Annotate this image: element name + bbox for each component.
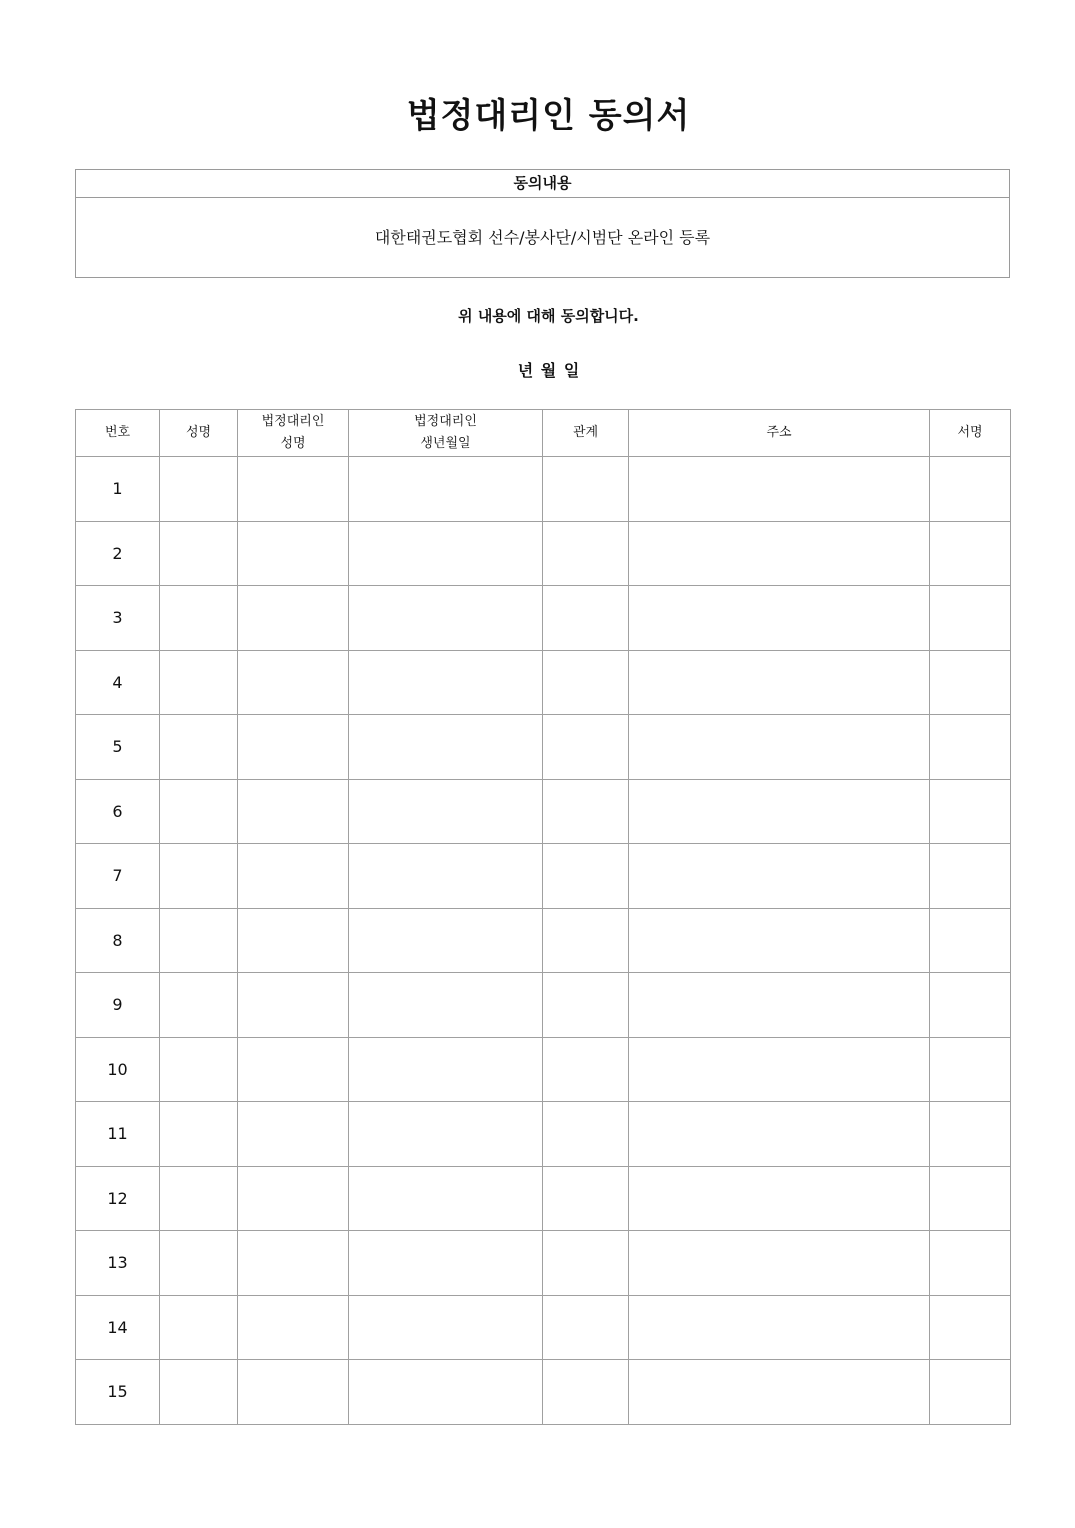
signature-table	[75, 409, 1011, 1425]
guardian-birthdate-cell[interactable]	[349, 1360, 543, 1425]
table-row	[76, 650, 1011, 715]
row-number: 10	[76, 1037, 160, 1102]
name-cell[interactable]	[160, 779, 238, 844]
name-cell[interactable]	[160, 973, 238, 1038]
name-cell[interactable]	[160, 1037, 238, 1102]
table-row	[76, 1231, 1011, 1296]
signature-cell[interactable]	[930, 457, 1011, 522]
header-guardian-name: 법정대리인 성명	[238, 410, 349, 457]
guardian-name-cell[interactable]	[238, 844, 349, 909]
name-cell[interactable]	[160, 586, 238, 651]
guardian-birthdate-cell[interactable]	[349, 586, 543, 651]
header-name: 성명	[160, 410, 238, 457]
row-number: 12	[76, 1166, 160, 1231]
table-row	[76, 1102, 1011, 1167]
header-signature: 서명	[930, 410, 1011, 457]
guardian-birthdate-cell[interactable]	[349, 457, 543, 522]
signature-cell[interactable]	[930, 521, 1011, 586]
date-line	[0, 358, 1075, 381]
row-number: 4	[76, 650, 160, 715]
guardian-name-cell[interactable]	[238, 650, 349, 715]
signature-cell[interactable]	[930, 1295, 1011, 1360]
signature-cell[interactable]	[930, 844, 1011, 909]
guardian-name-cell[interactable]	[238, 1037, 349, 1102]
header-guardian-birthdate: 법정대리인 생년월일	[349, 410, 543, 457]
name-cell[interactable]	[160, 650, 238, 715]
signature-cell[interactable]	[930, 650, 1011, 715]
guardian-birthdate-cell[interactable]	[349, 1166, 543, 1231]
relation-cell[interactable]	[543, 457, 629, 522]
guardian-name-cell[interactable]	[238, 908, 349, 973]
row-number: 7	[76, 844, 160, 909]
address-cell[interactable]	[629, 844, 930, 909]
relation-cell[interactable]	[543, 586, 629, 651]
header-relation: 관계	[543, 410, 629, 457]
guardian-name-cell[interactable]	[238, 586, 349, 651]
address-cell[interactable]	[629, 1037, 930, 1102]
address-cell[interactable]	[629, 715, 930, 780]
signature-cell[interactable]	[930, 1102, 1011, 1167]
row-number: 2	[76, 521, 160, 586]
address-cell[interactable]	[629, 1102, 930, 1167]
relation-cell[interactable]	[543, 1166, 629, 1231]
row-number: 11	[76, 1102, 160, 1167]
address-cell[interactable]	[629, 650, 930, 715]
guardian-birthdate-cell[interactable]	[349, 1295, 543, 1360]
name-cell[interactable]	[160, 715, 238, 780]
address-cell[interactable]	[629, 779, 930, 844]
name-cell[interactable]	[160, 1295, 238, 1360]
guardian-birthdate-cell[interactable]	[349, 908, 543, 973]
guardian-name-cell[interactable]	[238, 457, 349, 522]
guardian-birthdate-cell[interactable]	[349, 1102, 543, 1167]
guardian-name-cell[interactable]	[238, 715, 349, 780]
guardian-name-cell[interactable]	[238, 973, 349, 1038]
relation-cell[interactable]	[543, 1360, 629, 1425]
header-number: 번호	[76, 410, 160, 457]
table-row	[76, 586, 1011, 651]
guardian-birthdate-cell[interactable]	[349, 844, 543, 909]
relation-cell[interactable]	[543, 1295, 629, 1360]
guardian-name-cell[interactable]	[238, 1166, 349, 1231]
guardian-birthdate-cell[interactable]	[349, 973, 543, 1038]
table-row	[76, 1360, 1011, 1425]
row-number: 3	[76, 586, 160, 651]
name-cell[interactable]	[160, 1166, 238, 1231]
relation-cell[interactable]	[543, 908, 629, 973]
address-cell[interactable]	[629, 457, 930, 522]
table-header-row	[76, 410, 1011, 457]
signature-cell[interactable]	[930, 1166, 1011, 1231]
row-number: 15	[76, 1360, 160, 1425]
table-row	[76, 973, 1011, 1038]
signature-cell[interactable]	[930, 1037, 1011, 1102]
name-cell[interactable]	[160, 908, 238, 973]
relation-cell[interactable]	[543, 1102, 629, 1167]
date-day-label: 일	[563, 361, 580, 380]
address-cell[interactable]	[629, 1295, 930, 1360]
table-row	[76, 1295, 1011, 1360]
address-cell[interactable]	[629, 908, 930, 973]
consent-content: 대한태권도협회 선수/봉사단/시범단 온라인 등록	[374, 228, 711, 247]
guardian-birthdate-cell[interactable]	[349, 779, 543, 844]
address-cell[interactable]	[629, 973, 930, 1038]
address-cell[interactable]	[629, 1231, 930, 1296]
signature-cell[interactable]	[930, 973, 1011, 1038]
consent-section	[75, 169, 1010, 278]
address-cell[interactable]	[629, 1360, 930, 1425]
relation-cell[interactable]	[543, 844, 629, 909]
signature-cell[interactable]	[930, 779, 1011, 844]
document-title: 법정대리인 동의서	[406, 96, 691, 136]
relation-cell[interactable]	[543, 521, 629, 586]
guardian-name-cell[interactable]	[238, 1102, 349, 1167]
table-row	[76, 1037, 1011, 1102]
guardian-name-cell[interactable]	[238, 1360, 349, 1425]
address-cell[interactable]	[629, 521, 930, 586]
relation-cell[interactable]	[543, 1037, 629, 1102]
signature-cell[interactable]	[930, 908, 1011, 973]
row-number: 13	[76, 1231, 160, 1296]
relation-cell[interactable]	[543, 650, 629, 715]
row-number: 14	[76, 1295, 160, 1360]
row-number: 8	[76, 908, 160, 973]
row-number: 5	[76, 715, 160, 780]
signature-cell[interactable]	[930, 715, 1011, 780]
relation-cell[interactable]	[543, 715, 629, 780]
guardian-birthdate-cell[interactable]	[349, 1037, 543, 1102]
row-number: 1	[76, 457, 160, 522]
name-cell[interactable]	[160, 457, 238, 522]
guardian-name-cell[interactable]	[238, 1231, 349, 1296]
signature-cell[interactable]	[930, 586, 1011, 651]
date-year-label: 년	[517, 361, 534, 380]
relation-cell[interactable]	[543, 973, 629, 1038]
guardian-name-cell[interactable]	[238, 1295, 349, 1360]
table-row	[76, 844, 1011, 909]
name-cell[interactable]	[160, 1231, 238, 1296]
table-row	[76, 521, 1011, 586]
table-row	[76, 908, 1011, 973]
signature-cell[interactable]	[930, 1360, 1011, 1425]
address-cell[interactable]	[629, 586, 930, 651]
consent-header: 동의내용	[76, 170, 1009, 198]
name-cell[interactable]	[160, 844, 238, 909]
header-address: 주소	[629, 410, 930, 457]
name-cell[interactable]	[160, 1360, 238, 1425]
guardian-birthdate-cell[interactable]	[349, 715, 543, 780]
guardian-name-cell[interactable]	[238, 521, 349, 586]
address-cell[interactable]	[629, 1166, 930, 1231]
guardian-birthdate-cell[interactable]	[349, 521, 543, 586]
row-number: 6	[76, 779, 160, 844]
table-row	[76, 1166, 1011, 1231]
name-cell[interactable]	[160, 521, 238, 586]
name-cell[interactable]	[160, 1102, 238, 1167]
guardian-birthdate-cell[interactable]	[349, 650, 543, 715]
table-row	[76, 457, 1011, 522]
table-row	[76, 715, 1011, 780]
signature-cell[interactable]	[930, 1231, 1011, 1296]
relation-cell[interactable]	[543, 1231, 629, 1296]
table-row	[76, 779, 1011, 844]
agreement-statement: 위 내용에 대해 동의합니다.	[458, 307, 639, 325]
guardian-birthdate-cell[interactable]	[349, 1231, 543, 1296]
relation-cell[interactable]	[543, 779, 629, 844]
row-number: 9	[76, 973, 160, 1038]
guardian-name-cell[interactable]	[238, 779, 349, 844]
date-month-label: 월	[540, 361, 557, 380]
